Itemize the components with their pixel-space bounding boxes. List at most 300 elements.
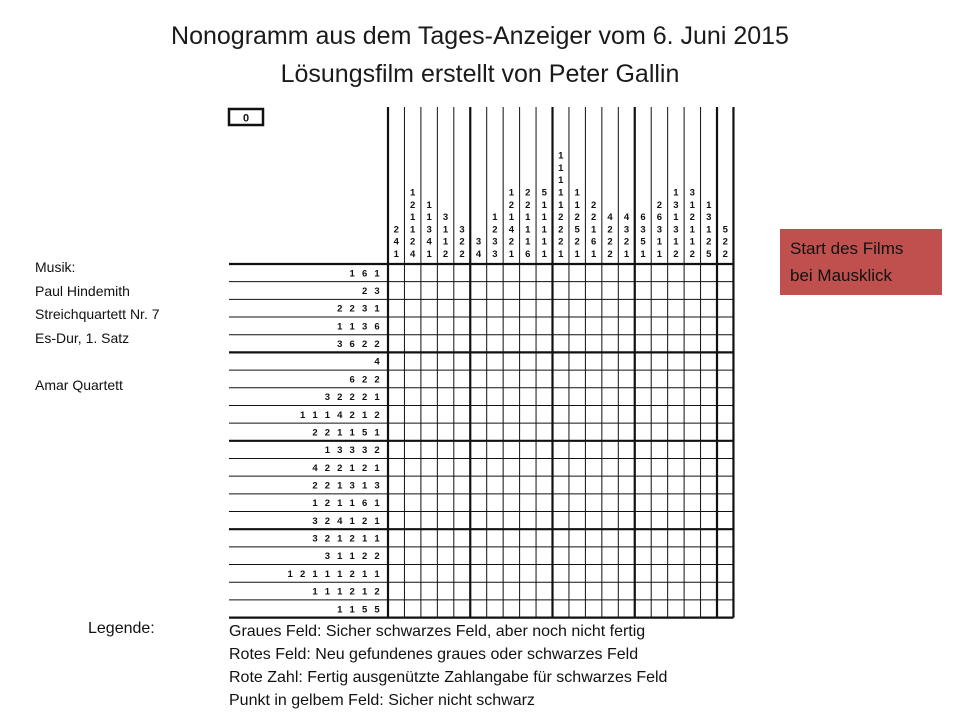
- grid-cell[interactable]: [585, 317, 601, 335]
- grid-cell[interactable]: [454, 317, 470, 335]
- grid-cell[interactable]: [487, 582, 503, 600]
- grid-cell[interactable]: [503, 441, 519, 459]
- grid-cell[interactable]: [553, 458, 569, 476]
- grid-cell[interactable]: [553, 335, 569, 353]
- grid-cell[interactable]: [487, 441, 503, 459]
- grid-cell[interactable]: [684, 335, 700, 353]
- grid-cell[interactable]: [651, 529, 667, 547]
- grid-cell[interactable]: [421, 565, 437, 583]
- grid-cell[interactable]: [651, 441, 667, 459]
- grid-cell[interactable]: [454, 582, 470, 600]
- grid-cell[interactable]: [404, 600, 420, 618]
- grid-cell[interactable]: [404, 317, 420, 335]
- grid-cell[interactable]: [618, 352, 634, 370]
- grid-cell[interactable]: [437, 299, 453, 317]
- grid-cell[interactable]: [503, 405, 519, 423]
- grid-cell[interactable]: [668, 600, 684, 618]
- grid-cell[interactable]: [470, 335, 486, 353]
- grid-cell[interactable]: [651, 476, 667, 494]
- grid-cell[interactable]: [651, 582, 667, 600]
- grid-cell[interactable]: [553, 512, 569, 530]
- grid-cell[interactable]: [520, 600, 536, 618]
- grid-cell[interactable]: [602, 335, 618, 353]
- grid-cell[interactable]: [668, 405, 684, 423]
- grid-cell[interactable]: [421, 512, 437, 530]
- grid-cell[interactable]: [717, 441, 733, 459]
- grid-cell[interactable]: [470, 388, 486, 406]
- grid-cell[interactable]: [701, 565, 717, 583]
- grid-cell[interactable]: [536, 388, 552, 406]
- grid-cell[interactable]: [421, 282, 437, 300]
- grid-cell[interactable]: [454, 370, 470, 388]
- grid-cell[interactable]: [487, 494, 503, 512]
- grid-cell[interactable]: [388, 370, 404, 388]
- grid-cell[interactable]: [388, 299, 404, 317]
- grid-cell[interactable]: [602, 565, 618, 583]
- grid-cell[interactable]: [487, 512, 503, 530]
- grid-cell[interactable]: [717, 299, 733, 317]
- grid-cell[interactable]: [569, 335, 585, 353]
- grid-cell[interactable]: [503, 282, 519, 300]
- grid-cell[interactable]: [454, 512, 470, 530]
- grid-cell[interactable]: [388, 547, 404, 565]
- grid-cell[interactable]: [487, 423, 503, 441]
- grid-cell[interactable]: [569, 600, 585, 618]
- grid-cell[interactable]: [569, 565, 585, 583]
- grid-cell[interactable]: [635, 370, 651, 388]
- grid-cell[interactable]: [618, 405, 634, 423]
- grid-cell[interactable]: [701, 282, 717, 300]
- grid-cell[interactable]: [684, 582, 700, 600]
- grid-cell[interactable]: [651, 264, 667, 282]
- grid-cell[interactable]: [487, 370, 503, 388]
- grid-cell[interactable]: [388, 423, 404, 441]
- grid-cell[interactable]: [437, 512, 453, 530]
- grid-cell[interactable]: [503, 547, 519, 565]
- grid-cell[interactable]: [717, 458, 733, 476]
- grid-cell[interactable]: [553, 317, 569, 335]
- grid-cell[interactable]: [421, 299, 437, 317]
- grid-cell[interactable]: [421, 529, 437, 547]
- grid-cell[interactable]: [553, 565, 569, 583]
- grid-cell[interactable]: [470, 582, 486, 600]
- grid-cell[interactable]: [651, 547, 667, 565]
- grid-cell[interactable]: [536, 317, 552, 335]
- grid-cell[interactable]: [470, 264, 486, 282]
- grid-cell[interactable]: [421, 317, 437, 335]
- grid-cell[interactable]: [635, 335, 651, 353]
- grid-cell[interactable]: [684, 317, 700, 335]
- grid-cell[interactable]: [717, 352, 733, 370]
- grid-cell[interactable]: [454, 282, 470, 300]
- grid-cell[interactable]: [684, 405, 700, 423]
- grid-cell[interactable]: [487, 476, 503, 494]
- grid-cell[interactable]: [553, 299, 569, 317]
- grid-cell[interactable]: [388, 317, 404, 335]
- grid-cell[interactable]: [421, 600, 437, 618]
- grid-cell[interactable]: [503, 388, 519, 406]
- grid-cell[interactable]: [404, 335, 420, 353]
- grid-cell[interactable]: [454, 299, 470, 317]
- grid-cell[interactable]: [635, 547, 651, 565]
- grid-cell[interactable]: [437, 476, 453, 494]
- grid-cell[interactable]: [651, 512, 667, 530]
- grid-cell[interactable]: [470, 547, 486, 565]
- grid-cell[interactable]: [618, 565, 634, 583]
- grid-cell[interactable]: [585, 582, 601, 600]
- grid-cell[interactable]: [388, 264, 404, 282]
- grid-cell[interactable]: [388, 582, 404, 600]
- grid-cell[interactable]: [602, 264, 618, 282]
- grid-cell[interactable]: [684, 600, 700, 618]
- grid-cell[interactable]: [717, 476, 733, 494]
- grid-cell[interactable]: [668, 352, 684, 370]
- grid-cell[interactable]: [388, 352, 404, 370]
- grid-cell[interactable]: [487, 317, 503, 335]
- grid-cell[interactable]: [635, 494, 651, 512]
- grid-cell[interactable]: [585, 352, 601, 370]
- grid-cell[interactable]: [536, 441, 552, 459]
- grid-cell[interactable]: [520, 441, 536, 459]
- grid-cell[interactable]: [618, 529, 634, 547]
- grid-cell[interactable]: [520, 582, 536, 600]
- grid-cell[interactable]: [651, 388, 667, 406]
- grid-cell[interactable]: [701, 547, 717, 565]
- grid-cell[interactable]: [454, 494, 470, 512]
- grid-cell[interactable]: [635, 264, 651, 282]
- grid-cell[interactable]: [421, 352, 437, 370]
- grid-cell[interactable]: [553, 600, 569, 618]
- grid-cell[interactable]: [668, 582, 684, 600]
- grid-cell[interactable]: [470, 299, 486, 317]
- grid-cell[interactable]: [454, 565, 470, 583]
- grid-cell[interactable]: [585, 264, 601, 282]
- grid-cell[interactable]: [717, 600, 733, 618]
- grid-cell[interactable]: [618, 388, 634, 406]
- grid-cell[interactable]: [503, 476, 519, 494]
- grid-cell[interactable]: [618, 264, 634, 282]
- grid-cell[interactable]: [454, 388, 470, 406]
- grid-cell[interactable]: [717, 264, 733, 282]
- grid-cell[interactable]: [569, 405, 585, 423]
- grid-cell[interactable]: [717, 405, 733, 423]
- grid-cell[interactable]: [454, 476, 470, 494]
- grid-cell[interactable]: [618, 441, 634, 459]
- grid-cell[interactable]: [503, 494, 519, 512]
- grid-cell[interactable]: [388, 441, 404, 459]
- grid-cell[interactable]: [520, 282, 536, 300]
- grid-cell[interactable]: [651, 299, 667, 317]
- grid-cell[interactable]: [437, 494, 453, 512]
- grid-cell[interactable]: [503, 423, 519, 441]
- grid-cell[interactable]: [618, 600, 634, 618]
- grid-cell[interactable]: [618, 335, 634, 353]
- grid-cell[interactable]: [536, 370, 552, 388]
- grid-cell[interactable]: [701, 370, 717, 388]
- grid-cell[interactable]: [618, 458, 634, 476]
- grid-cell[interactable]: [618, 494, 634, 512]
- grid-cell[interactable]: [668, 547, 684, 565]
- grid-cell[interactable]: [585, 600, 601, 618]
- grid-cell[interactable]: [602, 370, 618, 388]
- grid-cell[interactable]: [618, 370, 634, 388]
- grid-cell[interactable]: [684, 565, 700, 583]
- grid-cell[interactable]: [536, 512, 552, 530]
- grid-cell[interactable]: [388, 282, 404, 300]
- grid-cell[interactable]: [470, 565, 486, 583]
- grid-cell[interactable]: [404, 282, 420, 300]
- grid-cell[interactable]: [437, 405, 453, 423]
- grid-cell[interactable]: [487, 352, 503, 370]
- grid-cell[interactable]: [717, 565, 733, 583]
- grid-cell[interactable]: [503, 264, 519, 282]
- grid-cell[interactable]: [701, 352, 717, 370]
- grid-cell[interactable]: [487, 458, 503, 476]
- grid-cell[interactable]: [503, 582, 519, 600]
- grid-cell[interactable]: [388, 529, 404, 547]
- grid-cell[interactable]: [668, 512, 684, 530]
- grid-cell[interactable]: [618, 282, 634, 300]
- grid-cell[interactable]: [520, 405, 536, 423]
- grid-cell[interactable]: [585, 299, 601, 317]
- grid-cell[interactable]: [684, 370, 700, 388]
- grid-cell[interactable]: [487, 547, 503, 565]
- grid-cell[interactable]: [437, 370, 453, 388]
- grid-cell[interactable]: [437, 282, 453, 300]
- grid-cell[interactable]: [454, 352, 470, 370]
- grid-cell[interactable]: [536, 423, 552, 441]
- grid-cell[interactable]: [487, 565, 503, 583]
- grid-cell[interactable]: [437, 441, 453, 459]
- grid-cell[interactable]: [569, 264, 585, 282]
- grid-cell[interactable]: [569, 317, 585, 335]
- grid-cell[interactable]: [701, 494, 717, 512]
- grid-cell[interactable]: [503, 370, 519, 388]
- grid-cell[interactable]: [635, 423, 651, 441]
- grid-cell[interactable]: [569, 512, 585, 530]
- grid-cell[interactable]: [487, 388, 503, 406]
- grid-cell[interactable]: [487, 600, 503, 618]
- grid-cell[interactable]: [437, 458, 453, 476]
- grid-cell[interactable]: [454, 405, 470, 423]
- grid-cell[interactable]: [717, 494, 733, 512]
- grid-cell[interactable]: [536, 352, 552, 370]
- grid-cell[interactable]: [536, 335, 552, 353]
- grid-cell[interactable]: [717, 335, 733, 353]
- grid-cell[interactable]: [404, 476, 420, 494]
- grid-cell[interactable]: [651, 335, 667, 353]
- grid-cell[interactable]: [701, 299, 717, 317]
- grid-cell[interactable]: [437, 582, 453, 600]
- grid-cell[interactable]: [602, 299, 618, 317]
- grid-cell[interactable]: [717, 547, 733, 565]
- grid-cell[interactable]: [701, 423, 717, 441]
- grid-cell[interactable]: [421, 370, 437, 388]
- grid-cell[interactable]: [651, 405, 667, 423]
- grid-cell[interactable]: [520, 494, 536, 512]
- grid-cell[interactable]: [437, 600, 453, 618]
- grid-cell[interactable]: [437, 335, 453, 353]
- grid-cell[interactable]: [454, 458, 470, 476]
- grid-cell[interactable]: [536, 282, 552, 300]
- grid-cell[interactable]: [520, 264, 536, 282]
- grid-cell[interactable]: [618, 547, 634, 565]
- grid-cell[interactable]: [651, 600, 667, 618]
- grid-cell[interactable]: [470, 352, 486, 370]
- grid-cell[interactable]: [520, 547, 536, 565]
- grid-cell[interactable]: [635, 299, 651, 317]
- grid-cell[interactable]: [404, 405, 420, 423]
- grid-cell[interactable]: [503, 529, 519, 547]
- grid-cell[interactable]: [585, 405, 601, 423]
- grid-cell[interactable]: [569, 388, 585, 406]
- grid-cell[interactable]: [553, 441, 569, 459]
- grid-cell[interactable]: [470, 600, 486, 618]
- grid-cell[interactable]: [684, 441, 700, 459]
- grid-cell[interactable]: [454, 529, 470, 547]
- grid-cell[interactable]: [651, 565, 667, 583]
- grid-cell[interactable]: [454, 547, 470, 565]
- grid-cell[interactable]: [651, 494, 667, 512]
- grid-cell[interactable]: [569, 547, 585, 565]
- grid-cell[interactable]: [388, 600, 404, 618]
- grid-cell[interactable]: [602, 458, 618, 476]
- grid-cell[interactable]: [520, 352, 536, 370]
- grid-cell[interactable]: [404, 547, 420, 565]
- grid-cell[interactable]: [404, 352, 420, 370]
- grid-cell[interactable]: [668, 565, 684, 583]
- grid-cell[interactable]: [437, 547, 453, 565]
- grid-cell[interactable]: [602, 494, 618, 512]
- grid-cell[interactable]: [684, 494, 700, 512]
- grid-cell[interactable]: [618, 317, 634, 335]
- grid-cell[interactable]: [520, 529, 536, 547]
- grid-cell[interactable]: [404, 441, 420, 459]
- grid-cell[interactable]: [437, 317, 453, 335]
- grid-cell[interactable]: [618, 512, 634, 530]
- grid-cell[interactable]: [701, 317, 717, 335]
- grid-cell[interactable]: [701, 476, 717, 494]
- grid-cell[interactable]: [651, 282, 667, 300]
- grid-cell[interactable]: [487, 282, 503, 300]
- grid-cell[interactable]: [602, 423, 618, 441]
- grid-cell[interactable]: [618, 582, 634, 600]
- grid-cell[interactable]: [635, 405, 651, 423]
- grid-cell[interactable]: [701, 441, 717, 459]
- grid-cell[interactable]: [684, 512, 700, 530]
- grid-cell[interactable]: [487, 405, 503, 423]
- grid-cell[interactable]: [701, 388, 717, 406]
- grid-cell[interactable]: [668, 494, 684, 512]
- grid-cell[interactable]: [470, 458, 486, 476]
- grid-cell[interactable]: [684, 352, 700, 370]
- grid-cell[interactable]: [585, 441, 601, 459]
- grid-cell[interactable]: [602, 476, 618, 494]
- grid-cell[interactable]: [404, 370, 420, 388]
- grid-cell[interactable]: [536, 299, 552, 317]
- grid-cell[interactable]: [569, 458, 585, 476]
- grid-cell[interactable]: [635, 458, 651, 476]
- grid-cell[interactable]: [635, 317, 651, 335]
- grid-cell[interactable]: [684, 458, 700, 476]
- grid-cell[interactable]: [470, 512, 486, 530]
- grid-cell[interactable]: [404, 458, 420, 476]
- grid-cell[interactable]: [454, 335, 470, 353]
- grid-cell[interactable]: [684, 264, 700, 282]
- grid-cell[interactable]: [520, 476, 536, 494]
- grid-cell[interactable]: [421, 423, 437, 441]
- grid-cell[interactable]: [553, 388, 569, 406]
- grid-cell[interactable]: [520, 388, 536, 406]
- grid-cell[interactable]: [536, 264, 552, 282]
- grid-cell[interactable]: [404, 388, 420, 406]
- grid-cell[interactable]: [470, 370, 486, 388]
- grid-cell[interactable]: [635, 476, 651, 494]
- grid-cell[interactable]: [404, 512, 420, 530]
- grid-cell[interactable]: [553, 405, 569, 423]
- grid-cell[interactable]: [454, 441, 470, 459]
- grid-cell[interactable]: [520, 370, 536, 388]
- grid-cell[interactable]: [602, 547, 618, 565]
- grid-cell[interactable]: [668, 423, 684, 441]
- grid-cell[interactable]: [404, 529, 420, 547]
- grid-cell[interactable]: [536, 529, 552, 547]
- grid-cell[interactable]: [470, 476, 486, 494]
- grid-cell[interactable]: [536, 600, 552, 618]
- grid-cell[interactable]: [388, 494, 404, 512]
- grid-cell[interactable]: [651, 370, 667, 388]
- grid-cell[interactable]: [717, 423, 733, 441]
- grid-cell[interactable]: [569, 476, 585, 494]
- grid-cell[interactable]: [470, 441, 486, 459]
- grid-cell[interactable]: [701, 405, 717, 423]
- grid-cell[interactable]: [651, 458, 667, 476]
- grid-cell[interactable]: [553, 423, 569, 441]
- grid-cell[interactable]: [585, 423, 601, 441]
- grid-cell[interactable]: [487, 264, 503, 282]
- grid-cell[interactable]: [404, 565, 420, 583]
- grid-cell[interactable]: [503, 600, 519, 618]
- grid-cell[interactable]: [585, 494, 601, 512]
- grid-cell[interactable]: [470, 282, 486, 300]
- grid-cell[interactable]: [470, 405, 486, 423]
- grid-cell[interactable]: [569, 299, 585, 317]
- grid-cell[interactable]: [684, 529, 700, 547]
- grid-cell[interactable]: [618, 423, 634, 441]
- grid-cell[interactable]: [602, 582, 618, 600]
- grid-cell[interactable]: [701, 458, 717, 476]
- grid-cell[interactable]: [585, 370, 601, 388]
- grid-cell[interactable]: [520, 299, 536, 317]
- grid-cell[interactable]: [404, 494, 420, 512]
- grid-cell[interactable]: [520, 512, 536, 530]
- grid-cell[interactable]: [668, 441, 684, 459]
- grid-cell[interactable]: [487, 335, 503, 353]
- grid-cell[interactable]: [717, 370, 733, 388]
- grid-cell[interactable]: [553, 370, 569, 388]
- grid-cell[interactable]: [668, 335, 684, 353]
- grid-cell[interactable]: [569, 370, 585, 388]
- grid-cell[interactable]: [536, 582, 552, 600]
- grid-cell[interactable]: [520, 335, 536, 353]
- grid-cell[interactable]: [388, 476, 404, 494]
- grid-cell[interactable]: [684, 423, 700, 441]
- grid-cell[interactable]: [470, 529, 486, 547]
- grid-cell[interactable]: [503, 317, 519, 335]
- grid-cell[interactable]: [585, 388, 601, 406]
- grid-cell[interactable]: [520, 565, 536, 583]
- grid-cell[interactable]: [503, 512, 519, 530]
